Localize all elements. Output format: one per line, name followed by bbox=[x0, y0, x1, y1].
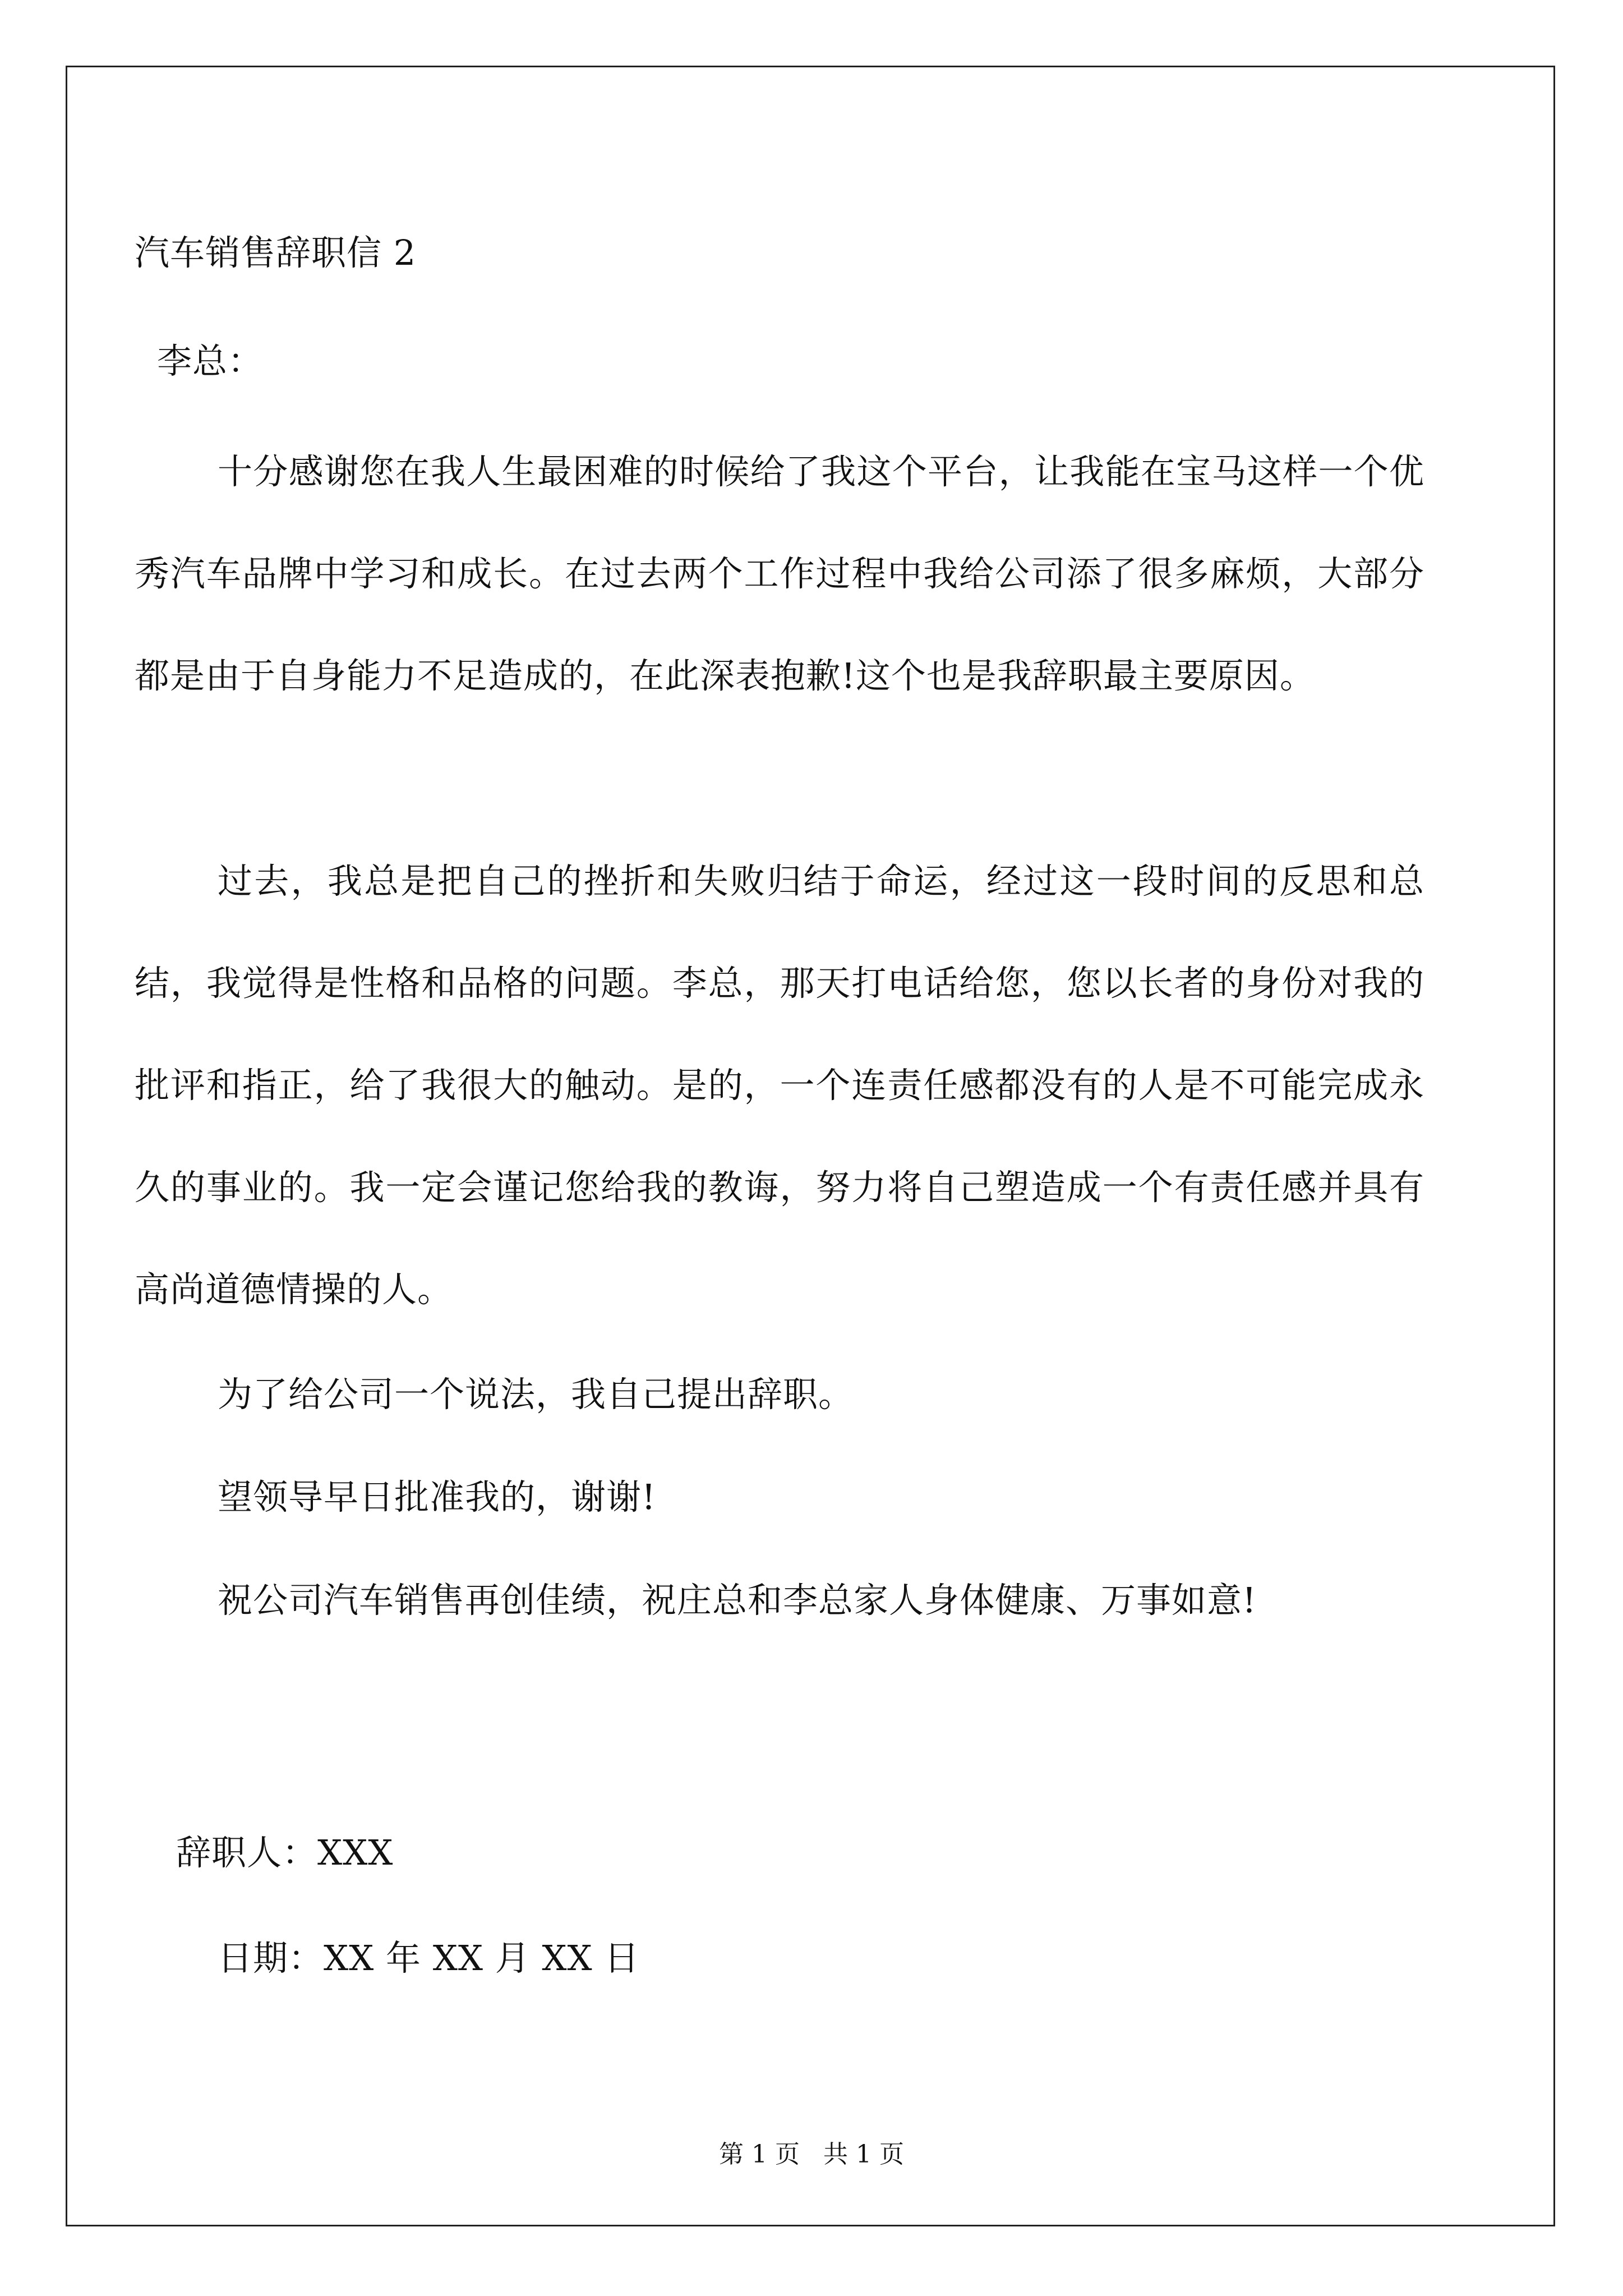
paragraph-4: 望领导早日批准我的，谢谢! bbox=[218, 1476, 656, 1517]
document-title: 汽车销售辞职信 2 bbox=[135, 232, 417, 273]
page-footer: 第 1 页 共 1 页 bbox=[719, 2140, 904, 2169]
date-line: 日期：XX 年 XX 月 XX 日 bbox=[218, 1938, 640, 1978]
paragraph-2: 过去，我总是把自己的挫折和失败归结于命运，经过这一段时间的反思和总结，我觉得是性格和品格的问题。李总，那天打电话给您，您以长者的身份对我的批评和指正，给了我很大的触动。是的，一个连责任感都没有的人是不可能完成永久的事业的。我一定会谨记您给我的教诲，努力将自己塑造成一个有责任感并具有高尚道德情操的人。 bbox=[135, 861, 1424, 1310]
paragraph-3: 为了给公司一个说法，我自己提出辞职。 bbox=[218, 1374, 854, 1415]
paragraph-1: 十分感谢您在我人生最困难的时候给了我这个平台，让我能在宝马这样一个优秀汽车品牌中学习和成长。在过去两个工作过程中我给公司添了很多麻烦，大部分都是由于自身能力不足造成的，在此深表抱歉!这个也是我辞职最主要原因。 bbox=[135, 451, 1424, 696]
salutation: 李总： bbox=[157, 341, 264, 381]
paragraph-5: 祝公司汽车销售再创佳绩，祝庄总和李总家人身体健康、万事如意! bbox=[218, 1580, 1257, 1621]
signer-line: 辞职人：XXX bbox=[176, 1832, 394, 1873]
